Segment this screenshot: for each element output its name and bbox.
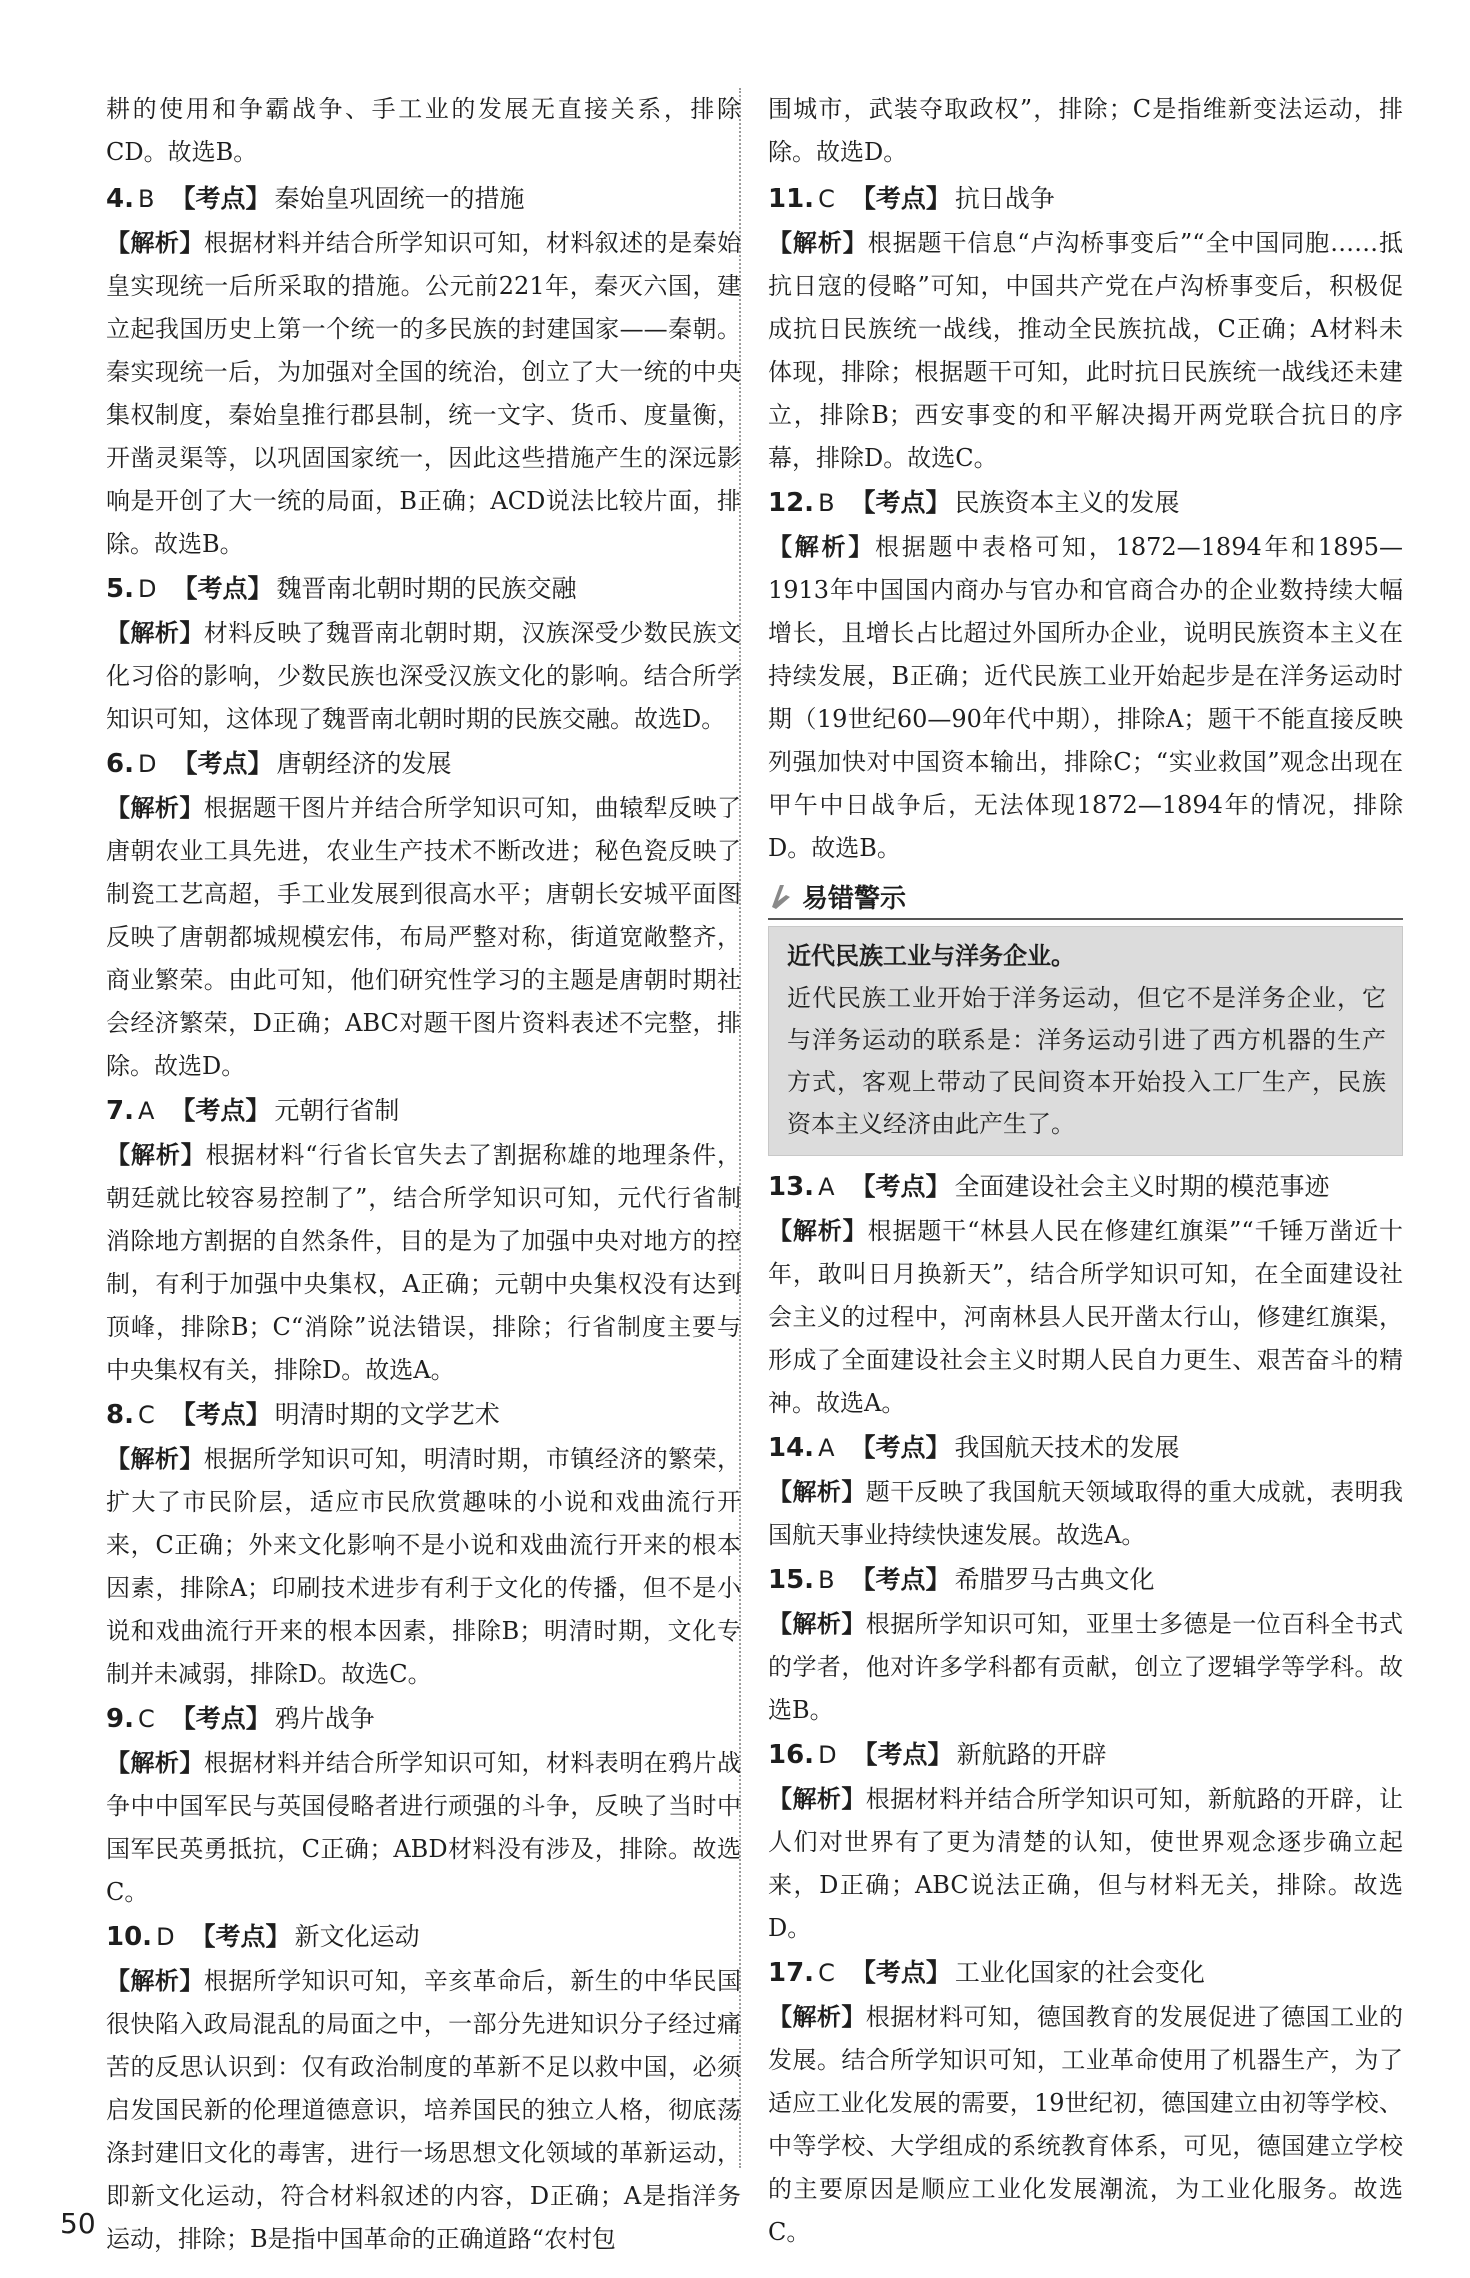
- explanation-text: 根据题干信息“卢沟桥事变后”“全中国同胞……抵抗日寇的侵略”可知，中国共产党在卢沟桥事变后，积极促成抗日民族统一战线，推动全民族抗战，C正确；A材料未体现，排除；根据题干可知，此时抗日民族统一战线还未建立，排除B；西安事变的和平解决揭开两党联合抗日的序幕，排除D。故选C。: [768, 229, 1403, 472]
- answer-letter: B: [818, 1566, 835, 1594]
- explanation-text: 根据所学知识可知，辛亥革命后，新生的中华民国很快陷入政局混乱的局面之中，一部分先进知识分子经过痛苦的反思认识到：仅有政治制度的革新不足以救中国，必须启发国民新的伦理道德意识，培养国民的独立人格，彻底荡涤封建旧文化的毒害，进行一场思想文化领域的革新运动，即新文化运动，符合材料叙述的内容，D正确；A是指洋务运动，排除；B是指中国革命的正确道路“农村包: [106, 1967, 742, 2253]
- question-header: [768, 1164, 1403, 1210]
- explanation: [106, 1438, 741, 1696]
- question-header: [768, 176, 1403, 222]
- kaodian-label: 【考点】: [850, 1565, 951, 1594]
- question-number: 17.: [768, 1958, 815, 1988]
- explanation: [106, 222, 741, 566]
- answer-letter: A: [818, 1173, 835, 1201]
- explanation: [106, 1960, 741, 2261]
- answer-item: [106, 1914, 741, 2261]
- explanation: [106, 1134, 741, 1392]
- question-header: [768, 1557, 1403, 1603]
- answer-letter: D: [137, 575, 157, 603]
- explanation-text: 根据所学知识可知，明清时期，市镇经济的繁荣，扩大了市民阶层，适应市民欣赏趣味的小说和戏曲流行开来，C正确；外来文化影响不是小说和戏曲流行开来的根本因素，排除A；印刷技术进步有利于文化的传播，但不是小说和戏曲流行开来的根本因素，排除B；明清时期，文化专制并未减弱，排除D。故选C。: [106, 1445, 742, 1688]
- answer-item: [106, 1696, 741, 1914]
- answer-item: [106, 176, 741, 566]
- explanation-text: 根据题干图片并结合所学知识可知，曲辕犁反映了唐朝农业工具先进，农业生产技术不断改进；秘色瓷反映了制瓷工艺高超，手工业发展到很高水平；唐朝长安城平面图反映了唐朝都城规模宏伟，布局严整对称，街道宽敞整齐，商业繁荣。由此可知，他们研究性学习的主题是唐朝时期社会经济繁荣，D正确；ABC对题干图片资料表述不完整，排除。故选D。: [106, 794, 742, 1080]
- jiexi-label: 【解析】: [768, 229, 868, 257]
- answer-item: [768, 176, 1403, 480]
- continuation-text: 围城市，武装夺取政权”，排除；C是指维新变法运动，排除。故选D。: [768, 95, 1403, 166]
- continuation-text: 耕的使用和争霸战争、手工业的发展无直接关系，排除CD。故选B。: [106, 95, 741, 166]
- answer-letter: C: [137, 1401, 155, 1429]
- jiexi-label: 【解析】: [106, 794, 204, 822]
- explanation: [768, 222, 1403, 480]
- question-header: [106, 741, 741, 787]
- warning-header: [768, 874, 1403, 920]
- question-header: [106, 1088, 741, 1134]
- question-number: 16.: [768, 1740, 815, 1770]
- answer-letter: D: [156, 1923, 175, 1951]
- explanation-text: 根据材料“行省长官失去了割据称雄的地理条件，朝廷就比较容易控制了”，结合所学知识可知，元代行省制消除地方割据的自然条件，目的是为了加强中央对地方的控制，有利于加强中央集权，A正确；元朝中央集权没有达到顶峰，排除B；C“消除”说法错误，排除；行省制度主要与中央集权有关，排除D。故选A。: [106, 1141, 741, 1384]
- kaodian-label: 【考点】: [850, 1172, 951, 1201]
- kaodian-label: 【考点】: [850, 488, 951, 517]
- explanation-text: 材料反映了魏晋南北朝时期，汉族深受少数民族文化习俗的影响，少数民族也深受汉族文化的影响。结合所学知识可知，这体现了魏晋南北朝时期的民族交融。故选D。: [106, 619, 742, 733]
- explanation-text: 根据题干“林县人民在修建红旗渠”“千锤万凿近十年，敢叫日月换新天”，结合所学知识可知，在全面建设社会主义的过程中，河南林县人民开凿太行山，修建红旗渠，形成了全面建设社会主义时期人民自力更生、艰苦奋斗的精神。故选A。: [768, 1217, 1404, 1417]
- question-topic: 全面建设社会主义时期的模范事迹: [954, 1172, 1330, 1201]
- question-number: 14.: [768, 1433, 815, 1463]
- answer-item: [768, 1732, 1403, 1950]
- warning-box: [768, 926, 1403, 1156]
- warning-title: 易错警示: [802, 883, 907, 914]
- explanation-text: 根据题中表格可知，1872—1894年和1895—1913年中国国内商办与官办和官商合办的企业数持续大幅增长，且增长占比超过外国所办企业，说明民族资本主义在持续发展，B正确；近代民族工业开始起步是在洋务运动时期（19世纪60—90年代中期），排除A；题干不能直接反映列强加快对中国资本输出，排除C；“实业救国”观念出现在甲午中日战争后，无法体现1872—1894年的情况，排除D。故选B。: [768, 533, 1404, 862]
- kaodian-label: 【考点】: [850, 184, 951, 213]
- jiexi-label: 【解析】: [768, 2003, 866, 2031]
- question-number: 4.: [106, 184, 134, 214]
- explanation-text: 题干反映了我国航天领域取得的重大成就，表明我国航天事业持续快速发展。故选A。: [768, 1478, 1404, 1549]
- answer-item: [106, 741, 741, 1088]
- kaodian-label: 【考点】: [172, 749, 273, 778]
- question-topic: 希腊罗马古典文化: [954, 1565, 1155, 1594]
- question-topic: 新航路的开辟: [956, 1740, 1107, 1769]
- explanation: [106, 612, 741, 741]
- jiexi-label: 【解析】: [106, 1141, 206, 1169]
- question-number: 8.: [106, 1400, 134, 1430]
- jiexi-label: 【解析】: [106, 1967, 204, 1995]
- kaodian-label: 【考点】: [170, 1096, 271, 1125]
- question-topic: 明清时期的文学艺术: [274, 1400, 500, 1429]
- question-header: [106, 566, 741, 612]
- jiexi-label: 【解析】: [768, 533, 875, 561]
- question-number: 9.: [106, 1704, 134, 1734]
- explanation-text: 根据材料并结合所学知识可知，新航路的开辟，让人们对世界有了更为清楚的认知，使世界观念逐步确立起来，D正确；ABC说法正确，但与材料无关，排除。故选D。: [768, 1785, 1404, 1942]
- warning-icon: [768, 881, 794, 911]
- question-number: 7.: [106, 1096, 134, 1126]
- explanation: [768, 1778, 1403, 1950]
- kaodian-label: 【考点】: [170, 1704, 271, 1733]
- jiexi-label: 【解析】: [106, 1445, 204, 1473]
- question-header: [106, 1914, 741, 1960]
- answer-item: [768, 1425, 1403, 1557]
- question-header: [768, 1950, 1403, 1996]
- answer-item: [106, 566, 741, 741]
- kaodian-label: 【考点】: [852, 1740, 953, 1769]
- kaodian-label: 【考点】: [170, 184, 271, 213]
- answer-item: [768, 1557, 1403, 1732]
- question-topic: 鸦片战争: [274, 1704, 375, 1733]
- explanation: [768, 526, 1403, 870]
- question-header: [768, 1732, 1403, 1778]
- jiexi-label: 【解析】: [106, 229, 204, 257]
- explanation: [768, 1210, 1403, 1425]
- jiexi-label: 【解析】: [106, 619, 204, 647]
- question-number: 11.: [768, 184, 815, 214]
- answer-item: [106, 1392, 741, 1696]
- question-number: 13.: [768, 1172, 815, 1202]
- answer-letter: B: [137, 185, 155, 213]
- answer-letter: C: [818, 185, 835, 213]
- answer-item: [106, 1088, 741, 1392]
- question-header: [106, 1392, 741, 1438]
- warning-text: 近代民族工业开始于洋务运动，但它不是洋务企业，它与洋务运动的联系是：洋务运动引进了西方机器的生产方式，客观上带动了民间资本开始投入工厂生产，民族资本主义经济由此产生了。: [787, 984, 1386, 1138]
- right-column: [768, 88, 1403, 2254]
- answer-letter: A: [818, 1434, 835, 1462]
- kaodian-label: 【考点】: [190, 1922, 291, 1951]
- answer-letter: D: [818, 1741, 837, 1769]
- question-topic: 唐朝经济的发展: [276, 749, 452, 778]
- explanation-text: 根据所学知识可知，亚里士多德是一位百科全书式的学者，他对许多学科都有贡献，创立了逻辑学等学科。故选B。: [768, 1610, 1404, 1724]
- question-number: 6.: [106, 749, 134, 779]
- explanation-text: 根据材料并结合所学知识可知，材料表明在鸦片战争中中国军民与英国侵略者进行顽强的斗争，反映了当时中国军民英勇抵抗，C正确；ABD材料没有涉及，排除。故选C。: [106, 1749, 742, 1906]
- kaodian-label: 【考点】: [172, 574, 273, 603]
- question-topic: 我国航天技术的发展: [954, 1433, 1180, 1462]
- explanation: [106, 787, 741, 1088]
- question-number: 12.: [768, 488, 815, 518]
- answer-letter: C: [818, 1959, 835, 1987]
- kaodian-label: 【考点】: [850, 1958, 951, 1987]
- question-header: [106, 176, 741, 222]
- jiexi-label: 【解析】: [768, 1610, 866, 1638]
- question-header: [768, 480, 1403, 526]
- kaodian-label: 【考点】: [170, 1400, 271, 1429]
- warning-subtitle: 近代民族工业与洋务企业。: [787, 942, 1075, 970]
- jiexi-label: 【解析】: [768, 1785, 866, 1813]
- question-header: [768, 1425, 1403, 1471]
- answer-letter: D: [137, 750, 157, 778]
- jiexi-label: 【解析】: [768, 1478, 866, 1506]
- answer-letter: C: [137, 1705, 155, 1733]
- explanation-text: 根据材料可知，德国教育的发展促进了德国工业的发展。结合所学知识可知，工业革命使用了机器生产，为了适应工业化发展的需要，19世纪初，德国建立由初等学校、中等学校、大学组成的系统教育体系，可见，德国建立学校的主要原因是顺应工业化发展潮流，为工业化服务。故选C。: [768, 2003, 1404, 2246]
- answer-item: [768, 1950, 1403, 2254]
- question-topic: 工业化国家的社会变化: [954, 1958, 1205, 1987]
- explanation-text: 根据材料并结合所学知识可知，材料叙述的是秦始皇实现统一后所采取的措施。公元前221年，秦灭六国，建立起我国历史上第一个统一的多民族的封建国家——秦朝。秦实现统一后，为加强对全国的统治，创立了大一统的中央集权制度，秦始皇推行郡县制，统一文字、货币、度量衡，开凿灵渠等，以巩固国家统一，因此这些措施产生的深远影响是开创了大一统的局面，B正确；ACD说法比较片面，排除。故选B。: [106, 229, 742, 558]
- question-topic: 新文化运动: [294, 1922, 420, 1951]
- question-number: 10.: [106, 1922, 153, 1952]
- question-topic: 民族资本主义的发展: [954, 488, 1180, 517]
- answer-item: [768, 480, 1403, 870]
- page-number: 50: [60, 2207, 96, 2240]
- question-number: 5.: [106, 574, 134, 604]
- answer-letter: B: [818, 489, 835, 517]
- kaodian-label: 【考点】: [850, 1433, 951, 1462]
- jiexi-label: 【解析】: [106, 1749, 204, 1777]
- explanation: [768, 1603, 1403, 1732]
- explanation: [106, 1742, 741, 1914]
- left-column: [106, 88, 741, 2261]
- question-topic: 抗日战争: [954, 184, 1055, 213]
- answer-item: [768, 1164, 1403, 1425]
- jiexi-label: 【解析】: [768, 1217, 868, 1245]
- explanation: [768, 1471, 1403, 1557]
- question-header: [106, 1696, 741, 1742]
- explanation: [768, 1996, 1403, 2254]
- question-topic: 魏晋南北朝时期的民族交融: [276, 574, 577, 603]
- question-topic: 秦始皇巩固统一的措施: [274, 184, 525, 213]
- question-number: 15.: [768, 1565, 815, 1595]
- question-topic: 元朝行省制: [274, 1096, 400, 1125]
- answer-letter: A: [137, 1097, 155, 1125]
